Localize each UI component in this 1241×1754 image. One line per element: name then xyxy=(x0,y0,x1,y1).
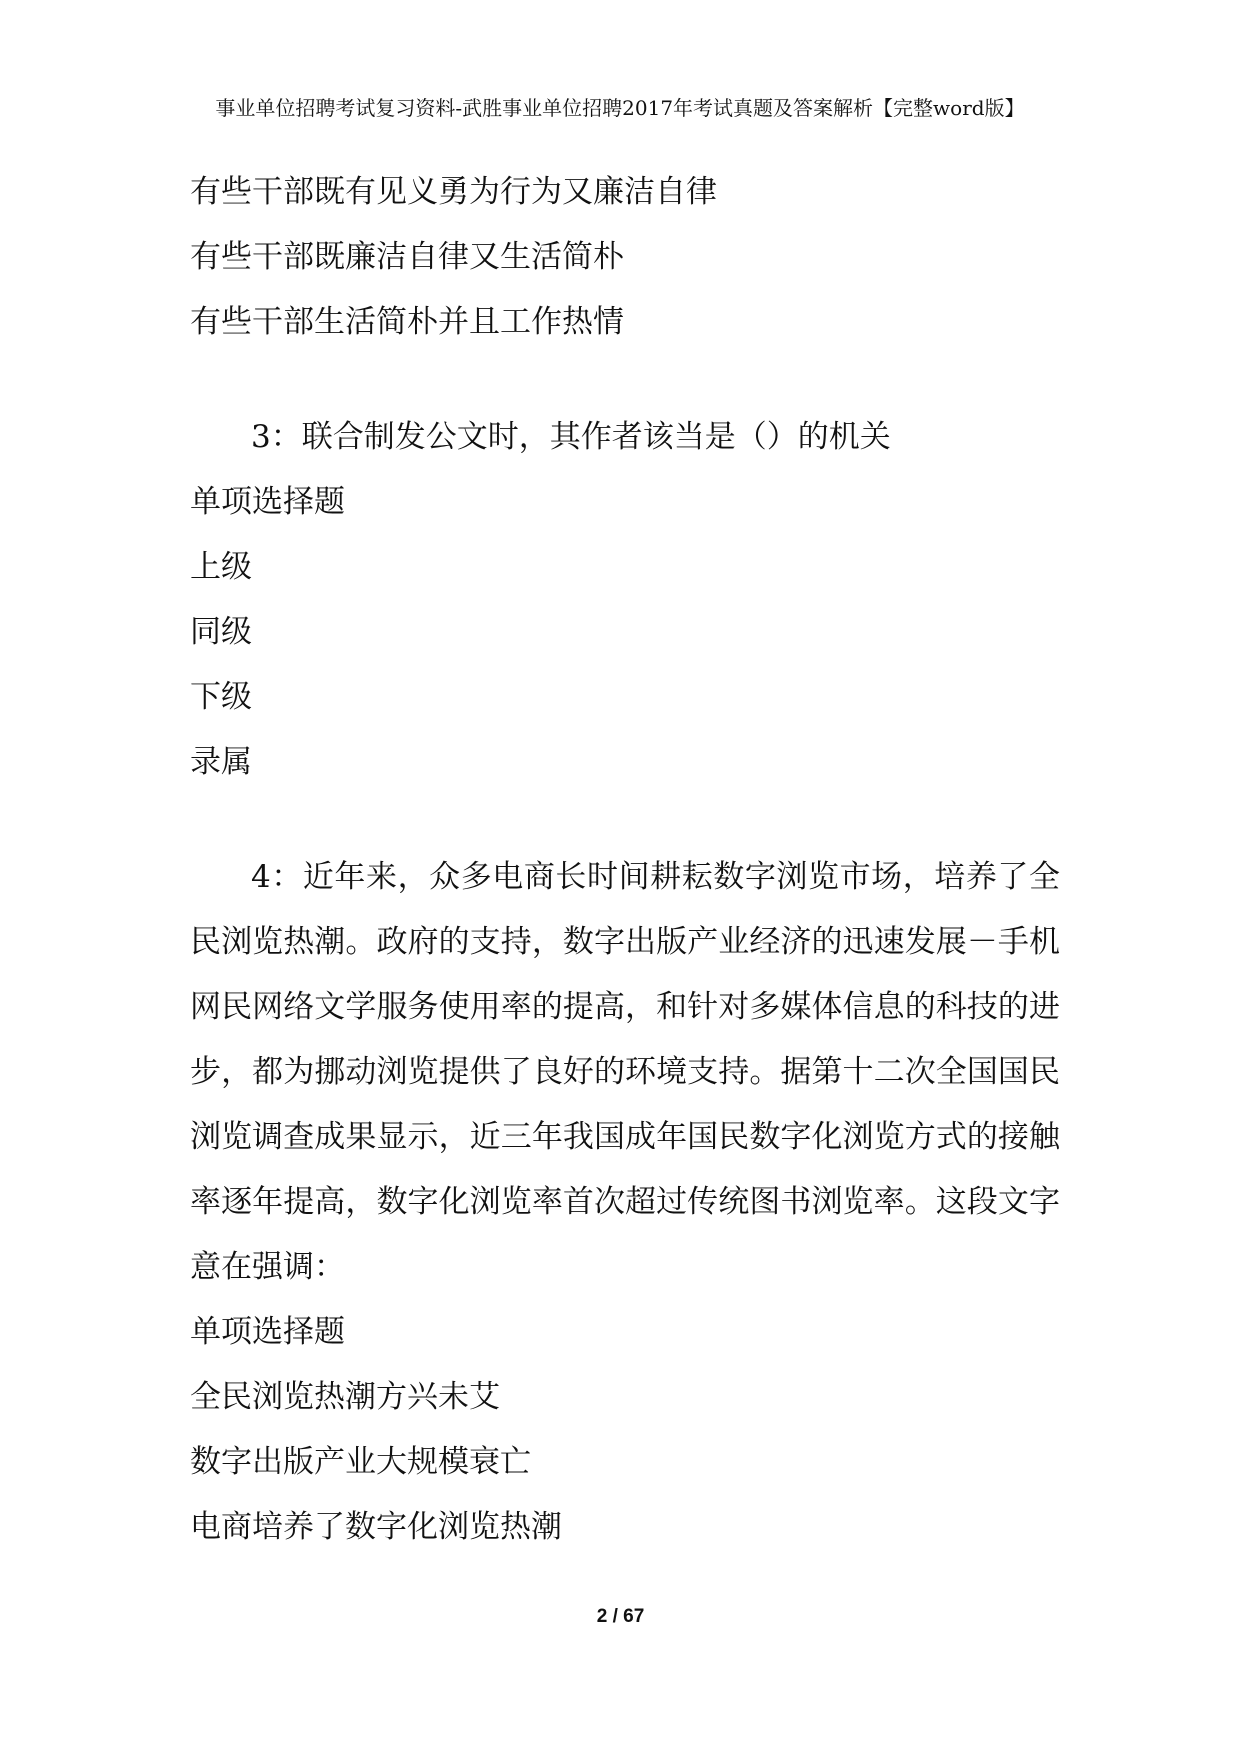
question-2-options xyxy=(190,160,1060,355)
page-header: 事业单位招聘考试复习资料-武胜事业单位招聘2017年考试真题及答案解析【完整word版】 xyxy=(215,96,1025,120)
option-text: 有些干部既廉洁自律又生活简朴 xyxy=(190,239,624,275)
option-text: 录属 xyxy=(190,744,252,780)
option-text: 下级 xyxy=(190,679,252,715)
option-text: 数字出版产业大规模衰亡 xyxy=(190,1444,531,1480)
option-text: 有些干部生活简朴并且工作热情 xyxy=(190,304,624,340)
question-title: 3：联合制发公文时，其作者该当是（）的机关 xyxy=(251,419,891,455)
question-type: 单项选择题 xyxy=(190,484,345,520)
question-3 xyxy=(190,405,1060,795)
page-number: 2 / 67 xyxy=(596,1606,645,1627)
option-text: 同级 xyxy=(190,614,252,650)
option-text: 电商培养了数字化浏览热潮 xyxy=(190,1509,562,1545)
spacer xyxy=(190,795,1060,845)
option-text: 有些干部既有见义勇为行为又廉洁自律 xyxy=(190,174,717,210)
question-text: 4：近年来，众多电商长时间耕耘数字浏览市场，培养了全民浏览热潮。政府的支持，数字出版产业经济的迅速发展－手机网民网络文学服务使用率的提高，和针对多媒体信息的科技的进步，都为挪动浏览提供了良好的环境支持。据第十二次全国国民浏览调查成果显示，近三年我国成年国民数字化浏览方式的接触率逐年提高，数字化浏览率首次超过传统图书浏览率。这段文字意在强调： xyxy=(190,859,1060,1285)
question-4 xyxy=(190,845,1060,1560)
question-type: 单项选择题 xyxy=(190,1314,345,1350)
page-content xyxy=(190,160,1060,1560)
option-text: 全民浏览热潮方兴未艾 xyxy=(190,1379,500,1415)
spacer xyxy=(190,355,1060,405)
option-text: 上级 xyxy=(190,549,252,585)
